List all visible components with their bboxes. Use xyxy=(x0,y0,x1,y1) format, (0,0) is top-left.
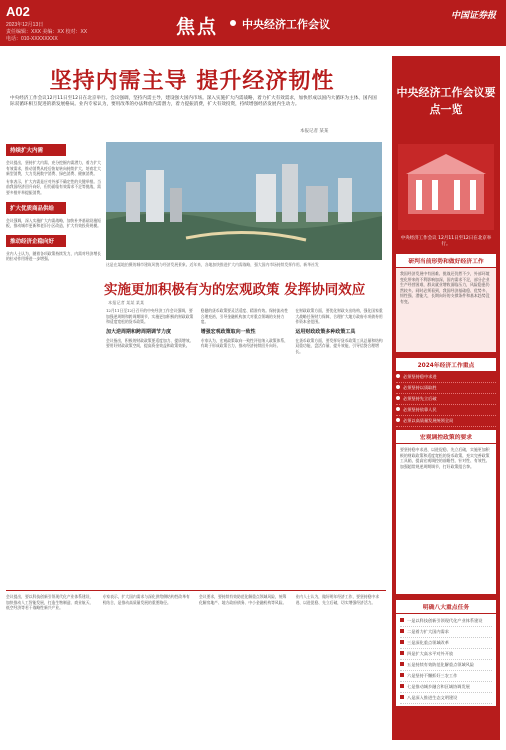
tasks-list xyxy=(396,614,496,706)
summary-panel xyxy=(392,56,500,740)
left-text xyxy=(6,251,102,262)
list-item: 七是推动城乡融合和区域协调发展 xyxy=(400,682,492,693)
paragraph: 12月11日至12日召开的中央经济工作会议强调，要加强逆周期和跨周期调节，实施更加积极的财政政策和适度宽松的货币政策。 xyxy=(106,308,194,325)
paragraph: 会议提出，要以科技创新引领现代化产业体系建设，加快推动人工智能发展，打造生物制造、商业航天、低空经济等若干战略性新兴产业。 xyxy=(6,594,94,611)
paragraph: 会议提出，坚持扩大内需，充分挖掘内需潜力，着力扩大有效需求，推动消费从疫后恢复转向持续扩大，培育壮大新型消费，大力发展数字消费、绿色消费、健康消费。 xyxy=(6,160,101,177)
paragraph: 会议指出，积极的财政政策要适度加力、提质增效。要用好财政政策空间，提高资金效益和政策效果。 xyxy=(106,337,194,349)
article-column xyxy=(201,308,290,586)
main-headline: 坚持内需主导 提升经济韧性 xyxy=(49,69,335,94)
paragraph: 在货币政策方面，要发挥好货币政策工具总量和结构双重功能，盘活存量、提升效能，引导信贷合理增长。 xyxy=(295,337,383,354)
list-item: 六是坚持不懈抓好三农工作 xyxy=(400,671,492,682)
list-item: 三是深化重点领域改革 xyxy=(400,638,492,649)
subheading: 运用财政政策多种政策工具 xyxy=(295,328,356,335)
paragraph: 专家表示，扩大国内需求与深化供给侧结构性改革有机结合，是推动高质量发展的重要路径。 xyxy=(102,594,190,605)
page-header xyxy=(0,0,506,46)
paragraph: 业内人士认为，做好明年经济工作，要坚持稳中求进、以进促稳、先立后破，切实增强经济活力。 xyxy=(295,594,380,605)
article-byline: 本报记者 某某 某某 xyxy=(108,300,145,305)
list-item: 必须坚持依靠人民 xyxy=(396,405,496,416)
bottom-article xyxy=(6,590,386,740)
panel-band: 宏观调控政策的要求 xyxy=(396,430,496,443)
photo-caption: 这是在某地拍摄的城市建筑风貌与经济发展景象。近年来，各地加快推进扩大内需战略，强大国内市场持续发挥作用。新华社发 xyxy=(106,262,319,267)
left-text xyxy=(6,160,102,196)
paragraph: 专家表示，扩大内需是应对外部不确定性的关键举措。当前我国经济回升向好，但仍面临有效需求不足等挑战，需要多措并举提振消费。 xyxy=(6,178,101,195)
section-header: 扩大优质商品供给 xyxy=(6,202,66,214)
list-item: 八是深入推进生态文明建设 xyxy=(400,693,492,704)
list-item: 二是着力扩大国内需求 xyxy=(400,627,492,638)
article-headline: 实施更加积极有为的宏观政策 发挥协同效应 xyxy=(104,282,366,298)
list-item: 必须以高质量发展统领全局 xyxy=(396,416,496,427)
list-item: 必须坚持稳中求进 xyxy=(396,372,496,383)
paragraph: 会议要求，要持续有效防范化解重点领域风险，统筹化解房地产、地方政府债务、中小金融机构等风险。 xyxy=(199,594,287,605)
header-meta xyxy=(6,22,87,43)
panel-band: 2024年经济工作重点 xyxy=(396,358,496,371)
paragraph: 会议强调，深入实施扩大内需战略，加快补齐基础设施短板，推动城市更新和老旧小区改造，扩大有效投资规模。 xyxy=(6,217,101,229)
meta-phone: 电话：010-XXXXXXXX xyxy=(6,36,58,42)
paragraph: 专家认为，宏观政策取向一致性评估纳入政策体系，有助于形成政策合力，推动经济持续回升向好。 xyxy=(200,337,288,349)
panel-date: 中央经济工作会议 12月11日至12日在北京举行。 xyxy=(400,236,492,247)
meta-editors: 责任编辑：XXX 美编：XX 校对：XX xyxy=(6,29,88,35)
panel-title: 中央经济工作会议要点一览 xyxy=(396,86,496,116)
panel-illustration xyxy=(398,144,494,230)
principles-list xyxy=(396,372,496,427)
section-header: 推动经济企稳向好 xyxy=(6,235,66,247)
subheading: 增强宏观政策取向一致性 xyxy=(200,328,256,335)
panel-band: 研判当前形势和做好经济工作 xyxy=(396,254,496,267)
paragraph: 业内人士认为，随着各项政策持续发力，内需对经济增长的拉动作用将进一步增强。 xyxy=(6,250,101,262)
newspaper-logo: 中国证券报 xyxy=(450,11,496,21)
news-photo xyxy=(106,142,382,260)
left-text xyxy=(6,218,102,229)
separator-dot xyxy=(230,20,236,26)
list-item: 必须坚持以质取胜 xyxy=(396,383,496,394)
article-column xyxy=(106,308,195,586)
list-item: 五是持续有效防范化解重点领域风险 xyxy=(400,660,492,671)
list-item: 必须坚持先立后破 xyxy=(396,394,496,405)
section-subtitle: 中央经济工作会议 xyxy=(242,18,330,31)
article-columns xyxy=(106,308,384,586)
section-header: 持续扩大内需 xyxy=(6,144,66,156)
lead-paragraph: 中央经济工作会议12月11日至12日在北京举行。会议强调，坚持内需主导，建设强大国内市场。深入实施扩大内需战略，着力扩大有效需求，加快形成以国内大循环为主体、国内国际双循环相互促进的新发展格局。业内专家认为，要用改革的办法释放内需潜力，着力提振消费，扩大有效投资，持续增强经济发展内生动力。 xyxy=(10,96,377,108)
paragraph: 在财政政策方面，要优化财政支出结构，强化国家重大战略任务财力保障，合理扩大地方政府专项债券用作资本金范围。 xyxy=(295,308,383,325)
paragraph: 稳健的货币政策要灵活适度、精准有效。保持流动性合理充裕，引导金融机构加大对重点领域的支持力度。 xyxy=(200,308,288,325)
subheading: 加大逆周期和跨周期调节力度 xyxy=(106,328,172,335)
lead-byline: 本报记者 某某 xyxy=(300,129,329,134)
panel-box: 我国经济发展中有困难、挑战还仍然不少，外部环境变化带来的不利影响加深，国内需求不足，部分企业生产经营困难，群众就业增收面临压力，风险隐患仍然较多。同时必须看到，我国经济基础稳、优势多、韧性强、潜能大，长期向好的支撑条件和基本趋势没有变。 xyxy=(396,268,496,352)
left-column xyxy=(6,138,102,588)
section-title: 焦点 xyxy=(176,16,219,38)
list-item: 四是扩大高水平对外开放 xyxy=(400,649,492,660)
meta-date: 2023年12月13日 xyxy=(6,22,44,28)
article-column xyxy=(295,308,384,586)
panel-band: 明确八大重点任务 xyxy=(396,600,496,613)
list-item: 一是以科技创新引领现代化产业体系建设 xyxy=(400,616,492,627)
page-number: A02 xyxy=(6,4,30,19)
panel-box: 要坚持稳中求进、以进促稳、先立后破，实施更加积极的财政政策和适度宽松的货币政策，充实完善政策工具箱，提高宏观调控的前瞻性、针对性、有效性。加强超常规逆周期调节，打好政策组合拳。 xyxy=(396,444,496,594)
